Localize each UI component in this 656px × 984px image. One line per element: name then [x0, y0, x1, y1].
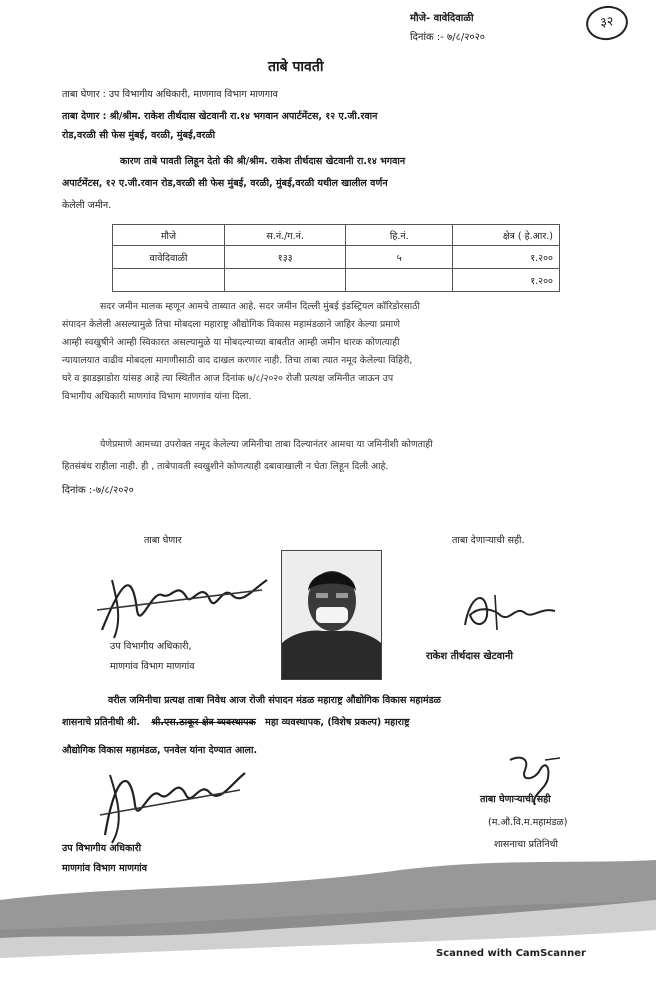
body-line-5: घरे व झाडझाडोरा यांसह आहे त्या स्थितीत आज दिनांक ७/८/२०२० रोजी प्रत्यक्ष जमिनीत जाऊन उप	[62, 373, 394, 384]
body-line-2: संपादन केलेली असल्यामुळे तिचा मोबदला महाराष्ट्र औद्योगिक विकास महामंडळाने जाहिर केल्या प्रमाणे	[62, 319, 400, 330]
officer-title-1: उप विभागीय अधिकारी	[62, 843, 142, 854]
col-header-survey-no: स.नं./ग.नं.	[224, 225, 345, 246]
giver-name: राकेश तीर्थदास खेटवानी	[426, 651, 513, 662]
col-header-area: क्षेत्र ( हे.आर.)	[453, 225, 560, 246]
owner-photo	[281, 550, 382, 680]
col-header-hissa-no: हि.नं.	[346, 225, 453, 246]
midc-sign-label: ताबा घेणाऱ्याची सही	[480, 794, 551, 805]
receiver-title-1: उप विभागीय अधिकारी,	[110, 641, 192, 652]
date-header: दिनांक :- ७/८/२०२०	[410, 32, 485, 43]
body-line-4: न्यायालयात वाढीव मोबदला मागणीसाठी वाद दाखल करणार नाही. तिचा ताबा त्यात नमूद केलेल्या विहिरी,	[62, 355, 413, 366]
possession-line-3: औद्योगिक विकास महामंडळ, पनवेल यांना देण्यात आला.	[62, 745, 258, 756]
table-row-total	[113, 269, 560, 292]
intro-line-2: अपार्टमेंटस, १२ ए.जी.रवान रोड,वरळी सी फेस मुंबई, वरळी, मुंबई,वरळी यथील खालील वर्णन	[62, 178, 388, 189]
intro-line-3: केलेली जमीन.	[62, 200, 112, 211]
officer-title-2: माणगांव विभाग माणगांव	[62, 863, 148, 874]
midc-org: (म.औ.वि.म.महामंडळ)	[488, 817, 568, 828]
second-line-2: हितसंबंध राहीला नाही. ही , ताबेपावती स्वखुशीने कोणत्याही दबावाखाली न घेता लिहून दिली आहे.	[62, 461, 389, 472]
second-line-1: येणेप्रमाणे आमच्या उपरोक्त नमूद केलेल्या जमिनीचा ताबा दिल्यानंतर आमचा या जमिनीशी कोणताही	[100, 439, 433, 450]
body-line-6: विभागीय अधिकारी माणगांव विभाग माणगांव यांना दिला.	[62, 391, 252, 402]
intro-line-1: कारण ताबे पावती लिहून देतो की श्री/श्रीम. राकेश तीर्थदास खेटवानी रा.१४ भगवान	[120, 156, 406, 167]
possession-line-1: वरील जमिनीचा प्रत्यक्ष ताबा निवेध आज रोजी संपादन मंडळ महाराष्ट्र औद्योगिक विकास महामंडळ	[108, 695, 441, 706]
page-number-stamp: ३२	[584, 3, 630, 43]
scan-artifact-smudge	[0, 830, 656, 984]
scanner-watermark: Scanned with CamScanner	[436, 948, 586, 959]
receiver-line: ताबा घेणार : उप विभागीय अधिकारी, माणगाव विभाग माणगाव	[62, 89, 278, 100]
land-table-header-row	[113, 225, 560, 246]
second-date: दिनांक :-७/८/२०२०	[62, 485, 134, 496]
giver-line-2: रोड,वरळी सी फेस मुंबई, वरळी, मुंबई,वरळी	[62, 130, 216, 141]
possession-line-2	[62, 716, 410, 730]
cell-empty	[346, 269, 453, 292]
cell-area: १.२००	[453, 246, 560, 269]
col-header-village: मौजे	[113, 225, 225, 246]
midc-role: शासनाचा प्रतिनिधी	[494, 839, 558, 850]
cell-village: वावेदिवाळी	[113, 246, 225, 269]
cell-empty	[224, 269, 345, 292]
table-row	[113, 246, 560, 269]
giver-line-1: ताबा देणार : श्री/श्रीम. राकेश तीर्थदास खेटवानी रा.१४ भगवान अपार्टमेंटस, १२ ए.जी.रवान	[62, 111, 378, 122]
cell-hissa-no: ५	[346, 246, 453, 269]
body-line-3: आम्ही स्वखुषीने आम्ही स्विकारत असल्यामुळे या मोबदल्याच्या बाबतीत आम्ही जमीन धारक कोणत्याही	[62, 337, 400, 348]
receiver-title-2: माणगांव विभाग माणगांव	[110, 661, 195, 672]
cell-survey-no: १३३	[224, 246, 345, 269]
cell-empty	[113, 269, 225, 292]
body-line-1: सदर जमीन मालक म्हणून आमचे ताब्यात आहे. सदर जमीन दिल्ली मुंबई इंडस्ट्रियल कॉरिडोरसाठी	[100, 301, 420, 312]
struck-officer-name: श्री.एस.ठाकूर क्षेत्र व्यवस्थापक	[151, 717, 256, 728]
possession-line-2-prefix: शासनाचे प्रतिनीधी श्री.	[62, 717, 140, 728]
receiver-signature	[92, 560, 272, 640]
giver-signature	[455, 585, 565, 635]
possession-line-2-suffix: महा व्यवस्थापक, (विशेष प्रकल्प) महाराष्ट्र	[265, 717, 410, 728]
document-title: ताबे पावती	[268, 59, 324, 75]
village-header: मौजे- वावेदिवाळी	[410, 13, 474, 24]
giver-label: ताबा देणाऱ्याची सही.	[452, 535, 525, 546]
land-table	[112, 224, 560, 292]
cell-total-area: १.२००	[453, 269, 560, 292]
receiver-label: ताबा घेणार	[144, 535, 182, 546]
